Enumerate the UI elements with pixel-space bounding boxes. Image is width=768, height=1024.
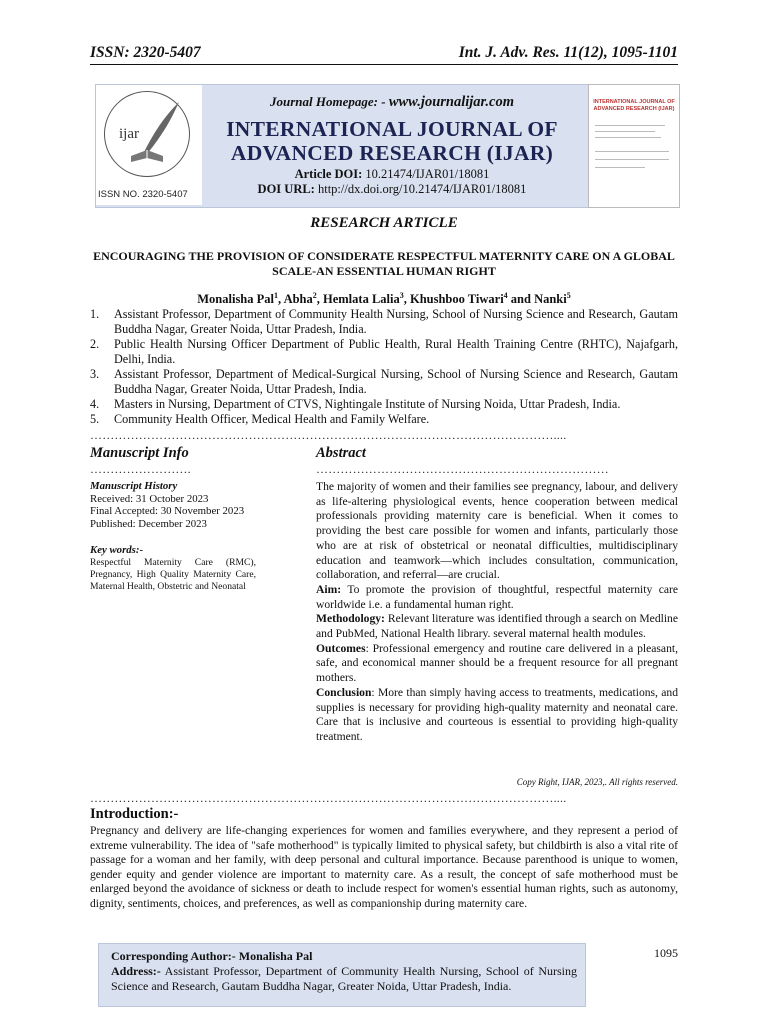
logo-text: ijar [119,126,139,142]
author-list: Monalisha Pal$^1$, Abha$^2$, Hemlata Lalia$^3$, Khushboo Tiwari$^4$ and Nanki$^5$ [197,291,571,307]
abstract-outcomes: Outcomes: Professional emergency and routine care delivered in a pleasant, safe, and economical manner should be a frequent resource for all pregnant mothers. [316,641,678,685]
abstract-methodology: Methodology: Relevant literature was identified through a search on Medline and PubMed, National Health library. several maternal health modules. [316,612,678,641]
author-affiliation-mark: 2 [312,291,317,300]
received-date: Received: 31 October 2023 [90,492,209,505]
running-header [90,42,678,65]
author-name: Hemlata Lalia [323,292,400,307]
author-affiliation-mark: 3 [399,291,404,300]
page-number: 1095 [654,946,678,960]
journal-homepage: Journal Homepage: - www.journalijar.com [270,94,514,110]
manuscript-info-dots: ……………………. [90,462,191,476]
paper-title: ENCOURAGING THE PROVISION OF CONSIDERATE RESPECTFUL MATERNITY CARE ON A GLOBAL SCALE-AN ESSENTIAL HUMAN RIGHT [93,249,675,278]
author-affiliation-mark: 1 [274,291,278,300]
published-date: Published: December 2023 [90,517,207,530]
keywords: Respectful Maternity Care (RMC), Pregnancy, High Quality Maternity Care, Maternal Health, Obstetric and Neonatal [90,556,256,592]
abstract-heading: Abstract [316,445,366,461]
logo-issn: ISSN NO. 2320-5407 [98,189,188,200]
corresponding-address: Address:- Assistant Professor, Department of Community Health Nursing, School of Nursing Science and Research, Gautam Buddha Nagar, Greater Noida, Uttar Pradesh, India. [111,964,577,993]
corresponding-author: Corresponding Author:- Monalisha Pal [111,949,313,963]
copyright-notice: Copy Right, IJAR, 2023,. All rights reserved. [516,777,678,787]
history-label: Manuscript History [90,480,178,492]
cover-title: INTERNATIONAL JOURNAL OF ADVANCED RESEARCH (IJAR) [593,99,675,112]
abstract-dots: ……………………………………………………………… [316,462,609,476]
accepted-date: Final Accepted: 30 November 2023 [90,505,245,518]
affiliation-item: 2. Public Health Nursing Officer Department of Public Health, Rural Health Training Centre (RHTC), Najafgarh, Delhi, India. [90,337,678,366]
keywords-label: Key words:- [90,544,144,557]
author-name: Monalisha Pal [197,292,274,307]
author-name: Abha [283,292,313,307]
article-type: RESEARCH ARTICLE [310,215,458,231]
affiliation-list [90,307,678,427]
journal-title: INTERNATIONAL JOURNAL OF ADVANCED RESEARCH (IJAR) [226,117,558,165]
doi-link[interactable]: http://dx.doi.org/10.21474/IJAR01/18081 [314,182,527,196]
author-name: Khushboo Tiwari [409,292,504,307]
journal-logo [96,85,202,205]
introduction-text: Pregnancy and delivery are life-changing experiences for women and families everywhere, and they represent a period of extreme vulnerability. The idea of "safe motherhood" is typically limited to physical safety, but childbirth is also a vital rite of passage for a woman and her family, with deep personal and cultural importance. Because parenthood is unique to women, gender equity and gender violence are important to maternity care. As a result, the concept of safe motherhood must be enlarged beyond the avoidance of sickness or death to include respect for women's essential human rights, such as autonomy, dignity, sentiments, choices, and preferences, as well as companionship during maternity care. [90,824,678,910]
affiliation-item: 5. Community Health Officer, Medical Health and Family Welfare. [90,412,430,426]
abstract-conclusion: Conclusion: More than simply having access to treatments, medications, and supplies is necessary for providing high-quality maternity and neonatal care. Care that is inclusive and courteous is essential to providing high-quality treatment. [316,685,678,743]
header-citation: Int. J. Adv. Res. 11(12), 1095-1101 [458,44,678,61]
journal-cover-thumbnail [588,84,680,208]
affiliation-item: 1. Assistant Professor, Department of Community Health Nursing, School of Nursing Science and Research, Gautam Buddha Nagar, Greater Noida, Uttar Pradesh, India. [90,307,678,336]
author-affiliation-mark: 5 [566,291,571,300]
author-name: Nanki [534,292,567,307]
separator: …………………………………………………………………………………………………….... [90,428,567,442]
manuscript-info-heading: Manuscript Info [90,445,189,461]
manuscript-info [90,480,256,593]
homepage-link[interactable]: www.journalijar.com [388,94,514,110]
quill-book-icon [105,92,189,176]
separator-2: …………………………………………………………………………………………………….... [90,791,567,805]
introduction-heading: Introduction:- [90,806,179,822]
logo-seal [104,91,190,177]
author-affiliation-mark: 4 [503,291,508,300]
abstract-aim: Aim: To promote the provision of thoughtful, respectful maternity care worldwide i.e. a fundamental human right. [316,582,678,611]
header-issn: ISSN: 2320-5407 [90,44,201,61]
affiliation-item: 3. Assistant Professor, Department of Medical-Surgical Nursing, School of Nursing Science and Research, Gautam Buddha Nagar, Greater Noida, Uttar Pradesh, India. [90,367,678,396]
abstract-body [316,480,678,745]
corresponding-author-box [98,943,586,1007]
abstract-intro: The majority of women and their families see pregnancy, labour, and delivery as life-altering physiological events, hence cooperation between medical professionals providing maternity care is beneficial. When it comes to providing the best care possible for women and infants, particularly those who are at risk of obstetrical or neonatal difficulties, multidisciplinary education and teamwork—which includes consultation, communication, collaboration, and referral—are crucial. [316,480,678,582]
affiliation-item: 4. Masters in Nursing, Department of CTVS, Nightingale Institute of Nursing Noida, Uttar Pradesh, India. [90,397,621,411]
article-doi: Article DOI: 10.21474/IJAR01/18081 DOI URL: http://dx.doi.org/10.21474/IJAR01/18081 [257,167,527,196]
